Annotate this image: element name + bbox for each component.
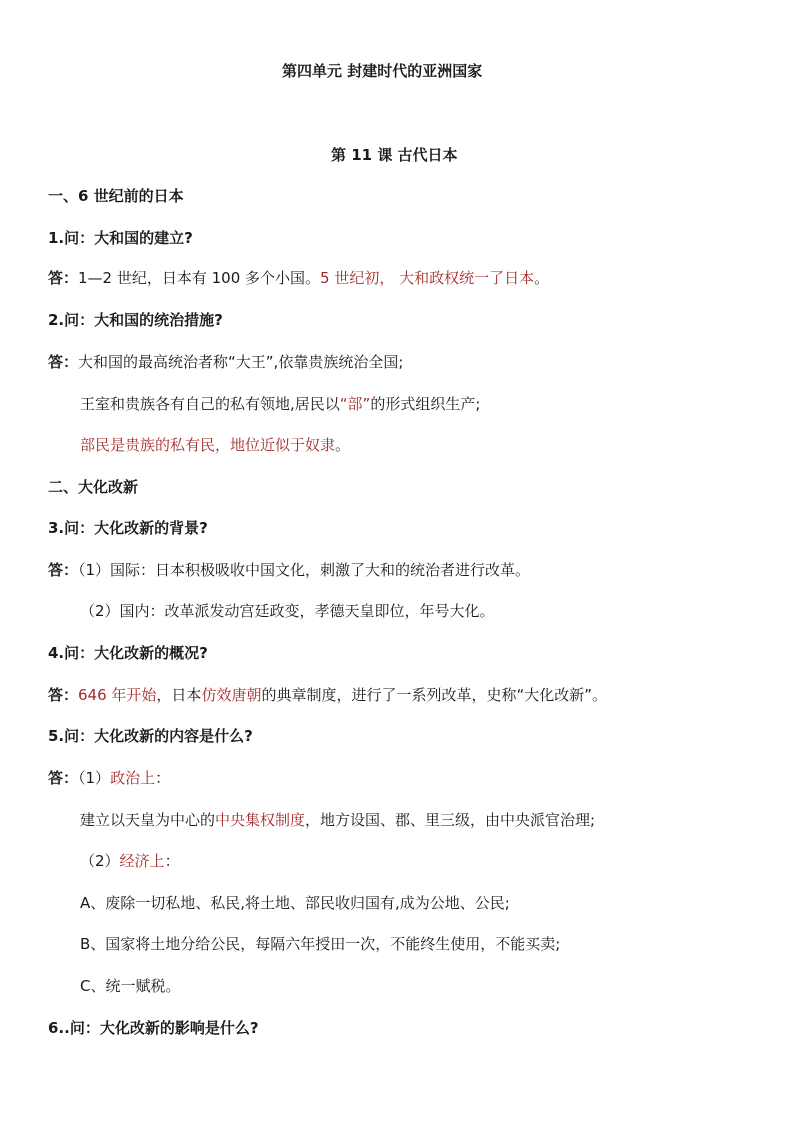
question-1: 1.问：大和国的建立? xyxy=(48,229,193,247)
answer-5-item-c: C、统一赋税。 xyxy=(80,977,181,995)
unit-title: 第四单元 封建时代的亚洲国家 xyxy=(282,62,483,80)
answer-text: （1）国际：日本积极吸收中国文化，刺激了大和的统治者进行改革。 xyxy=(78,561,531,579)
answer-text: （2） xyxy=(80,852,120,870)
answer-4 xyxy=(48,685,607,705)
section-heading-2: 二、大化改新 xyxy=(48,478,139,496)
question-5: 5.问：大化改新的内容是什么? xyxy=(48,727,253,745)
answer-text: 的形式组织生产; xyxy=(370,395,481,413)
answer-highlight: 中央集权制度 xyxy=(215,811,306,829)
answer-label: 答： xyxy=(48,769,79,787)
answer-highlight: 646 年开始 xyxy=(78,686,157,704)
answer-text: 的典章制度，进行了一系列改革，史称“大化改新”。 xyxy=(261,686,607,704)
answer-highlight: 经济上 xyxy=(119,852,165,870)
answer-5-line-2 xyxy=(80,810,595,830)
answer-5-item-a: A、废除一切私地、私民,将土地、部民收归国有,成为公地、公民; xyxy=(80,894,510,912)
answer-label: 答： xyxy=(48,686,79,704)
answer-highlight: 5 世纪初， 大和政权统一了日本 xyxy=(320,269,535,287)
answer-text: ： xyxy=(164,852,180,870)
answer-5-line-3 xyxy=(80,851,180,871)
answer-text: 大和国的最高统治者称“大王”,依靠贵族统治全国; xyxy=(78,353,404,371)
answer-label: 答： xyxy=(48,269,79,287)
question-2: 2.问：大和国的统治措施? xyxy=(48,311,223,329)
section-heading-1: 一、6 世纪前的日本 xyxy=(48,187,184,205)
answer-end: 。 xyxy=(335,436,351,454)
answer-end: 。 xyxy=(534,269,550,287)
answer-text: 王室和贵族各有自己的私有领地,居民以 xyxy=(80,395,340,413)
answer-3-line-2: （2）国内：改革派发动宫廷政变，孝德天皇即位，年号大化。 xyxy=(80,602,495,620)
answer-highlight: 政治上 xyxy=(110,769,156,787)
answer-highlight: 部民是贵族的私有民，地位近似于奴隶 xyxy=(80,436,336,454)
answer-2-line-3 xyxy=(80,435,350,455)
answer-label: 答： xyxy=(48,353,79,371)
answer-text: 1—2 世纪，日本有 100 多个小国。 xyxy=(78,269,321,287)
answer-text: ： xyxy=(155,769,171,787)
answer-3-line-1 xyxy=(48,560,530,580)
answer-5-line-1 xyxy=(48,768,170,788)
answer-highlight: “部” xyxy=(339,395,371,413)
lesson-title: 第 11 课 古代日本 xyxy=(331,146,458,164)
answer-2-line-2 xyxy=(80,394,480,414)
answer-1 xyxy=(48,268,549,288)
answer-highlight: 仿效唐朝 xyxy=(201,686,262,704)
answer-text: ，日本 xyxy=(156,686,202,704)
answer-text: ，地方设国、郡、里三级，由中央派官治理; xyxy=(305,811,596,829)
answer-text: 建立以天皇为中心的 xyxy=(80,811,216,829)
answer-5-item-b: B、国家将土地分给公民，每隔六年授田一次，不能终生使用，不能买卖; xyxy=(80,935,561,953)
question-3: 3.问：大化改新的背景? xyxy=(48,519,208,537)
question-4: 4.问：大化改新的概况? xyxy=(48,644,208,662)
answer-text: （1） xyxy=(78,769,111,787)
question-6: 6..问：大化改新的影响是什么? xyxy=(48,1019,259,1037)
answer-label: 答： xyxy=(48,561,79,579)
answer-2-line-1 xyxy=(48,352,403,372)
